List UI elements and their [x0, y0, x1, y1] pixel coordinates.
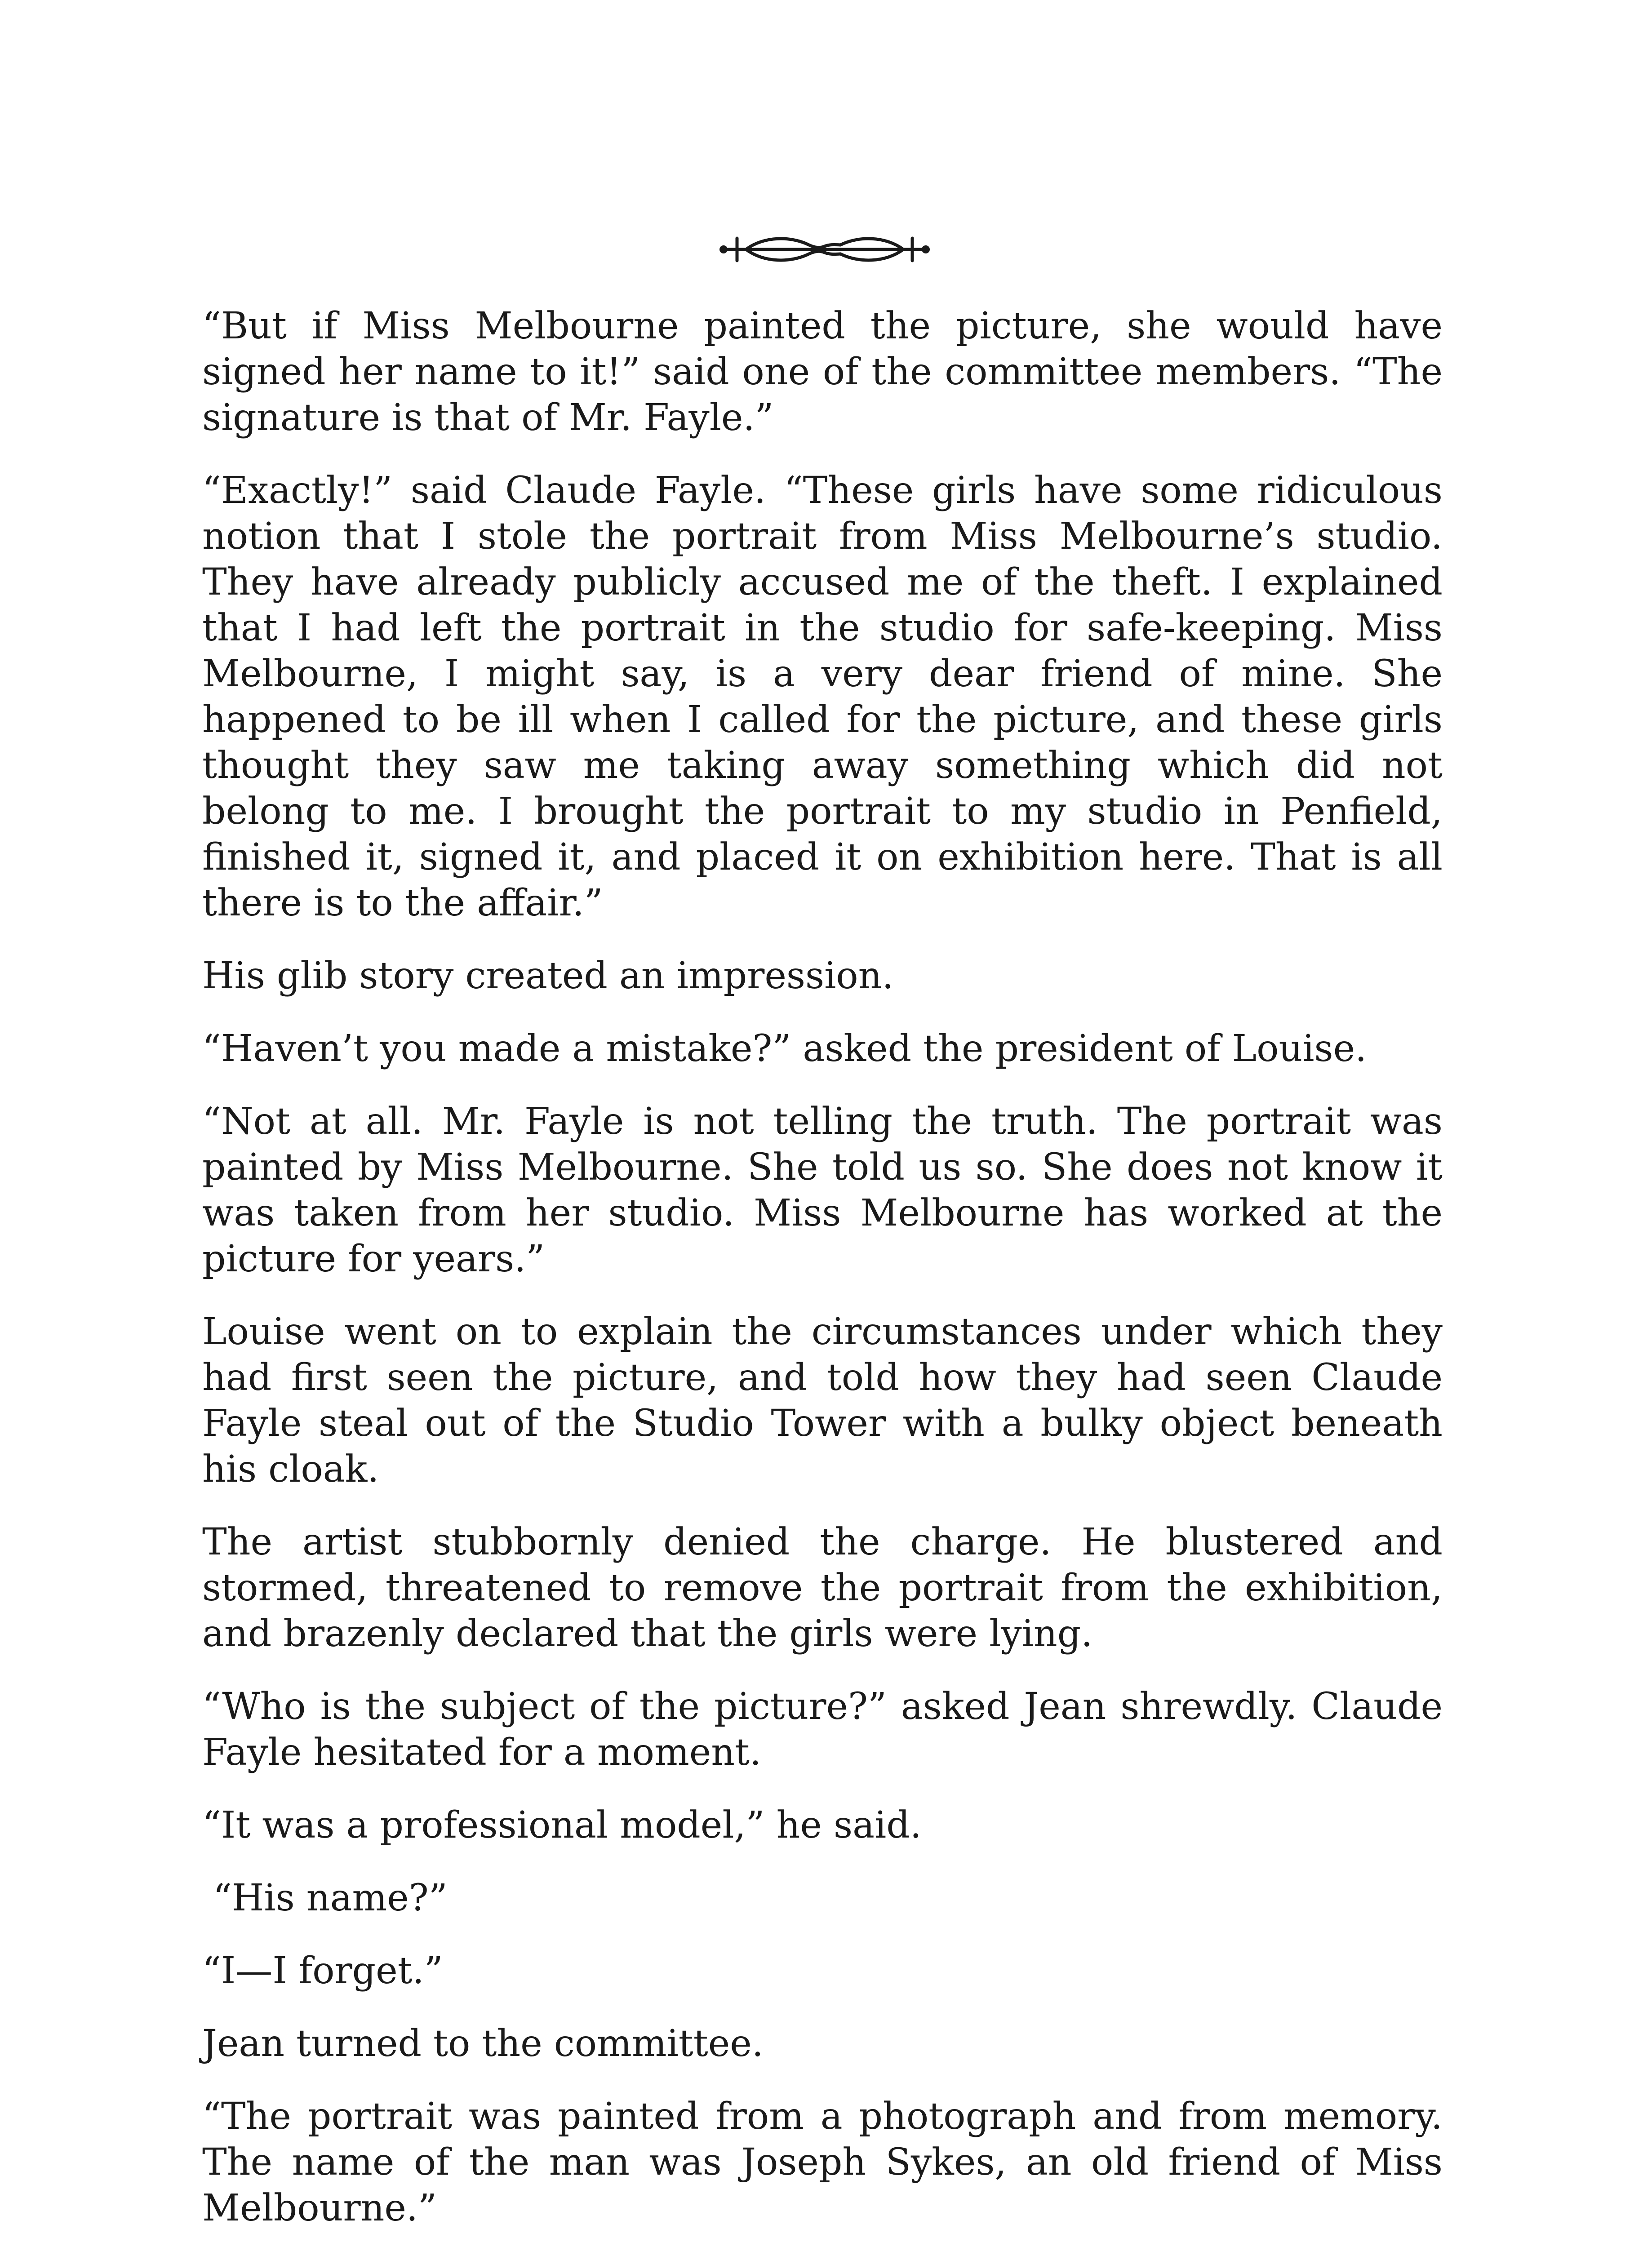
section-divider-ornament	[715, 225, 935, 274]
paragraph: “It was a professional model,” he said.	[202, 1804, 922, 1847]
paragraph: Jean turned to the committee.	[202, 2022, 764, 2065]
paragraph: “But if Miss Melbourne painted the picture, she would have signed her name to it!” said one of the committee members. “The signature is that of Mr. Fayle.”	[202, 305, 1443, 439]
paragraph: “Not at all. Mr. Fayle is not telling the truth. The portrait was painted by Miss Melbourne. She told us so. She does not know it was taken from her studio. Miss Melbourne has worked at the picture for years.”	[202, 1100, 1443, 1280]
paragraph: His glib story created an impression.	[202, 955, 894, 997]
paragraph: “Who is the subject of the picture?” asked Jean shrewdly. Claude Fayle hesitated for a moment.	[202, 1685, 1443, 1774]
paragraph: The artist stubbornly denied the charge. He blustered and stormed, threatened to remove the portrait from the exhibition, and brazenly declared that the girls were lying.	[202, 1521, 1443, 1655]
paragraph: “Exactly!” said Claude Fayle. “These girls have some ridiculous notion that I stole the portrait from Miss Melbourne’s studio. They have already publicly accused me of the theft. I explained that I had left the portrait in the studio for safe-keeping. Miss Melbourne, I might say, is a very dear friend of mine. She happened to be ill when I called for the picture, and these girls thought they saw me taking away something which did not belong to me. I brought the portrait to my studio in Penfield, finished it, signed it, and placed it on exhibition here. That is all there is to the affair.”	[202, 469, 1443, 924]
paragraph: “His name?”	[213, 1877, 448, 1919]
body-text	[202, 303, 1443, 2247]
paragraph: Louise went on to explain the circumstances under which they had first seen the picture, and told how they had seen Claude Fayle steal out of the Studio Tower with a bulky object beneath his cloak.	[202, 1310, 1443, 1491]
paragraph: “The portrait was painted from a photograph and from memory. The name of the man was Joseph Sykes, an old friend of Miss Melbourne.”	[202, 2095, 1443, 2229]
paragraph: “Haven’t you made a mistake?” asked the president of Louise.	[202, 1027, 1367, 1070]
paragraph: “I—I forget.”	[202, 1949, 443, 1992]
